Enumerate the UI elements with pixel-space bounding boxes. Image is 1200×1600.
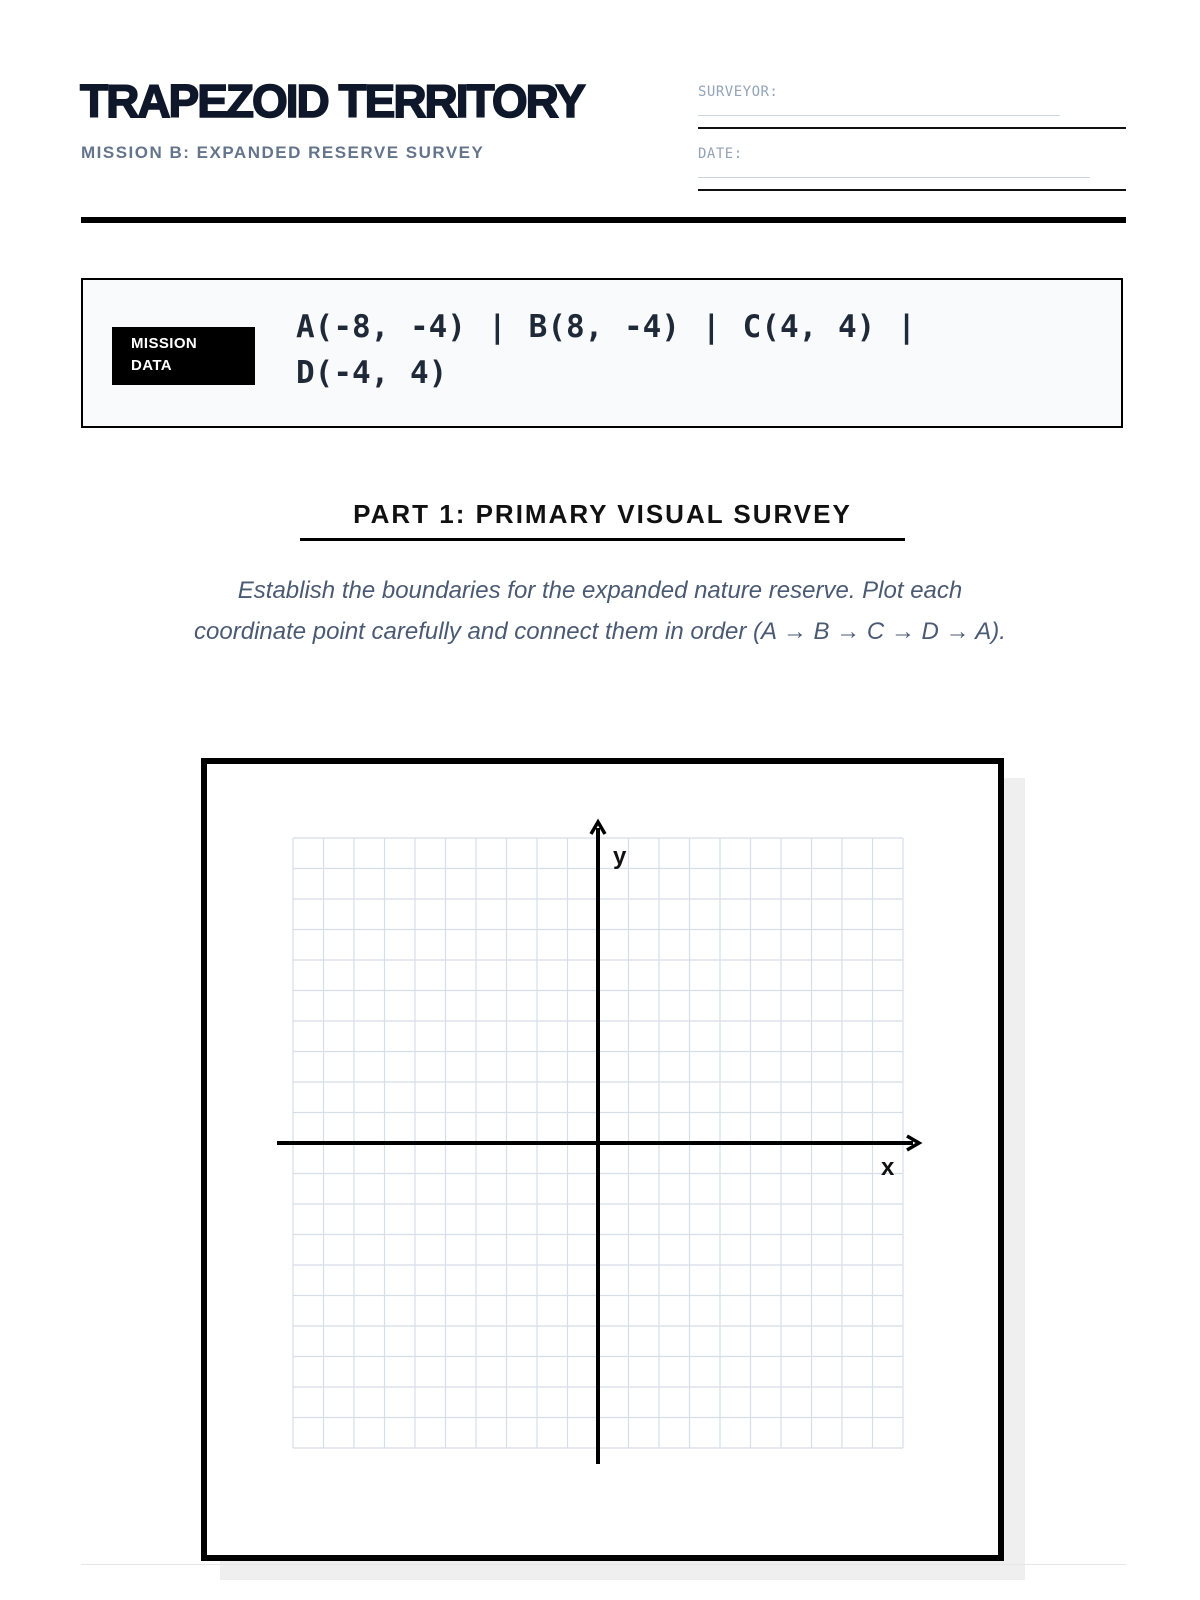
mission-coordinates: [296, 304, 1086, 396]
date-label: DATE:: [698, 146, 743, 162]
page-title: TRAPEZOID TERRITORY: [80, 75, 584, 127]
graph-card: [201, 758, 1004, 1561]
page-subtitle: MISSION B: EXPANDED RESERVE SURVEY: [81, 143, 485, 162]
coord-d: D(-4, 4): [296, 355, 448, 391]
badge-line-2: DATA: [131, 357, 173, 374]
y-axis-label: y: [613, 843, 627, 870]
badge-line-1: MISSION: [131, 335, 198, 352]
surveyor-underline: [698, 127, 1126, 129]
coord-separator: |: [897, 309, 916, 345]
surveyor-field[interactable]: [698, 84, 1126, 130]
coord-c: C(4, 4): [742, 309, 876, 345]
x-axis-label: x: [881, 1154, 895, 1181]
coord-b: B(8, -4): [528, 309, 680, 345]
part-1-instructions: Establish the boundaries for the expanded nature reserve. Plot each coordinate point carefully and connect them in order (A → B → C → D → A).: [194, 577, 1006, 645]
coord-separator: |: [701, 309, 721, 345]
mission-data-badge: [112, 327, 255, 385]
mission-data-box: [81, 278, 1123, 428]
part-1-title: PART 1: PRIMARY VISUAL SURVEY: [353, 499, 852, 529]
date-underline: [698, 189, 1126, 191]
axes: [277, 822, 919, 1464]
coord-a: A(-8, -4): [296, 309, 466, 345]
surveyor-write-line: [698, 115, 1060, 116]
header-divider: [81, 217, 1126, 223]
coord-separator: |: [487, 309, 507, 345]
date-field[interactable]: [698, 146, 1126, 192]
date-write-line: [698, 177, 1090, 178]
page-footer-line: [81, 1564, 1126, 1565]
surveyor-label: SURVEYOR:: [698, 84, 779, 100]
part-1-underline: [300, 538, 905, 541]
coordinate-plane[interactable]: [207, 764, 998, 1555]
